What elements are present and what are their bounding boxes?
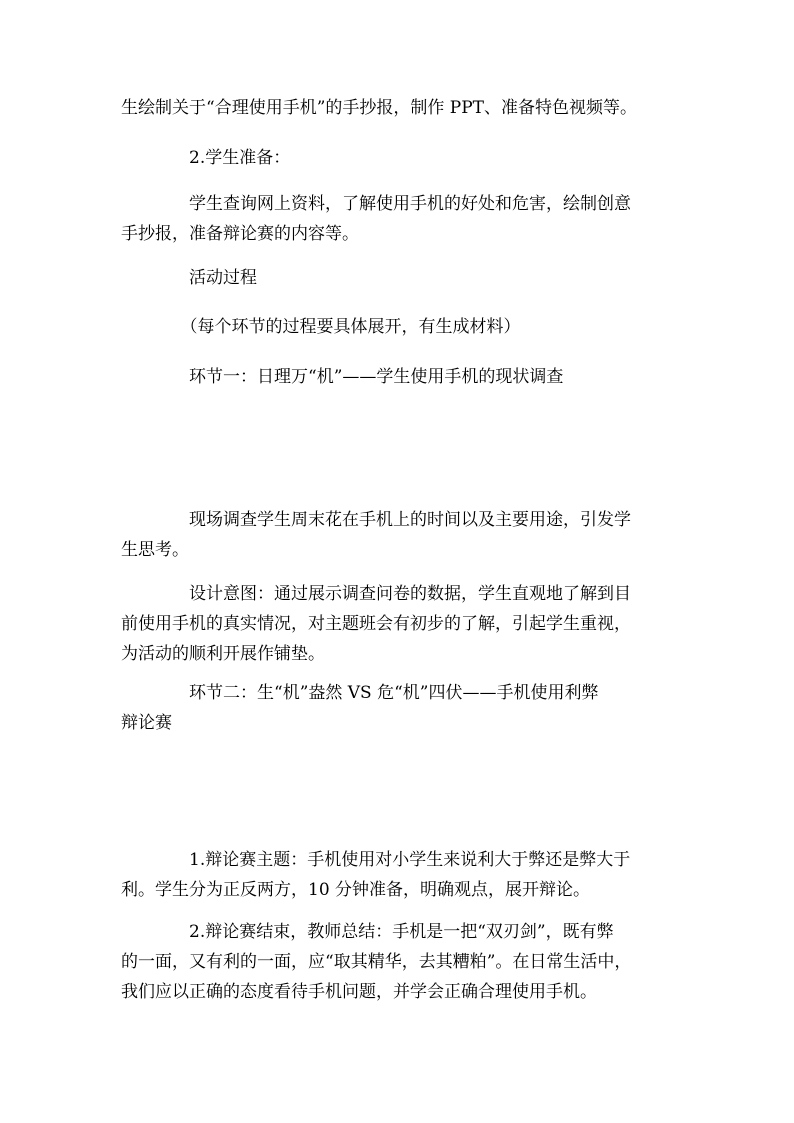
paragraph-debate-topic	[121, 845, 681, 905]
text-line: 手抄报，准备辩论赛的内容等。	[121, 224, 359, 244]
text-line: 2.辩论赛结束，教师总结：手机是一把“双刃剑”，既有弊	[121, 922, 614, 942]
paragraph-section-one-body	[121, 505, 681, 565]
text-line: 设计意图：通过展示调查问卷的数据，学生直观地了解到目	[121, 584, 631, 604]
text-line: 为活动的顺利开展作铺垫。	[121, 644, 325, 664]
text-line: 的一面，又有利的一面，应“取其精华，去其糟粕”。在日常生活中，	[121, 952, 632, 972]
text-line: 现场调查学生周末花在手机上的时间以及主要用途，引发学	[121, 510, 631, 530]
paragraph-section-one-heading	[121, 362, 681, 392]
text-line: 环节二：生“机”盎然 VS 危“机”四伏——手机使用利弊	[121, 683, 599, 703]
paragraph-student-prep	[121, 189, 681, 249]
paragraph-design-intent	[121, 579, 681, 669]
text-line: 辩论赛	[121, 713, 172, 733]
paragraph-student-prep-heading	[121, 143, 681, 173]
paragraph-intro-continuation	[121, 93, 681, 123]
text-line: 前使用手机的真实情况，对主题班会有初步的了解，引起学生重视，	[121, 614, 631, 634]
paragraph-section-two-heading	[121, 678, 681, 738]
text-line: 我们应以正确的态度看待手机问题，并学会正确合理使用手机。	[121, 982, 597, 1002]
text-line: 学生查询网上资料，了解使用手机的好处和危害，绘制创意	[121, 194, 631, 214]
text-line: 活动过程	[121, 268, 257, 288]
text-line: 生思考。	[121, 540, 189, 560]
text-line: 1.辩论赛主题：手机使用对小学生来说利大于弊还是弊大于	[121, 850, 631, 870]
text-line: 2.学生准备：	[121, 148, 291, 168]
paragraph-activity-process-heading	[121, 263, 681, 293]
text-line: 生绘制关于“合理使用手机”的手抄报，制作 PPT、准备特色视频等。	[121, 98, 638, 118]
text-line: 环节一：日理万“机”——学生使用手机的现状调查	[121, 367, 564, 387]
paragraph-teacher-summary	[121, 917, 681, 1007]
paragraph-process-note	[121, 312, 681, 342]
text-line: 利。学生分为正反两方，10 分钟准备，明确观点，展开辩论。	[121, 880, 591, 900]
text-line: （每个环节的过程要具体展开，有生成材料）	[121, 317, 521, 337]
